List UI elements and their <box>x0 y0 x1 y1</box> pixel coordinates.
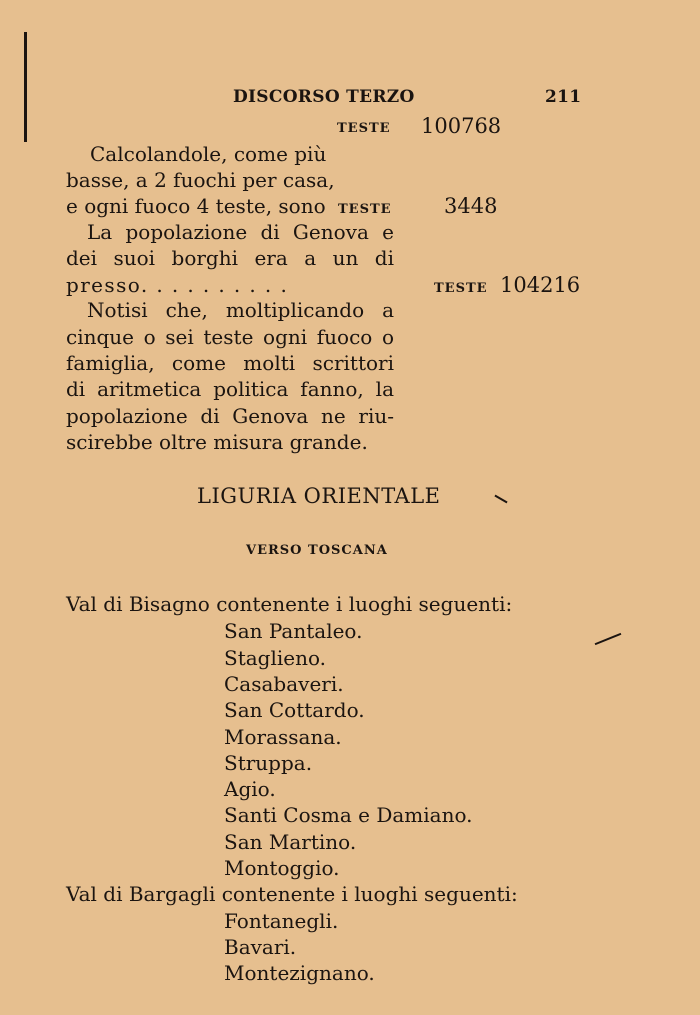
paragraph-1-line-1: Calcolandole, come più <box>90 142 327 166</box>
paragraph-2-line-2: dei suoi borghi era a un di <box>66 246 394 270</box>
paragraph-3-line-5: popolazione di Genova ne riu- <box>66 404 394 428</box>
paragraph-3-line-3: famiglia, come molti scrittori <box>66 351 394 375</box>
tally-value-2: 3448 <box>444 194 498 218</box>
page-number: 211 <box>545 87 582 107</box>
place-item: Bavari. <box>224 935 297 959</box>
margin-dash-mark <box>595 633 622 645</box>
place-item: Fontanegli. <box>224 909 339 933</box>
tally-value-3: 104216 <box>500 273 581 297</box>
place-item: Morassana. <box>224 725 342 749</box>
margin-pencil-stroke <box>24 32 27 142</box>
tally-value-1: 100768 <box>421 114 502 138</box>
paragraph-3-line-6: scirebbe oltre misura grande. <box>66 430 368 454</box>
paragraph-1-line-2: basse, a 2 fuochi per casa, <box>66 168 335 192</box>
place-item: San Martino. <box>224 830 357 854</box>
place-item: Montoggio. <box>224 856 340 880</box>
valley-heading-bisagno: Val di Bisagno contenente i luoghi seguenti: <box>66 592 513 616</box>
tally-label-2: TESTE <box>338 202 392 217</box>
place-item: Montezignano. <box>224 961 375 985</box>
place-item: Santi Cosma e Damiano. <box>224 803 473 827</box>
paragraph-3-line-1: Notisi che, moltiplicando a <box>87 298 394 322</box>
place-item: Agio. <box>224 777 276 801</box>
section-subtitle: VERSO TOSCANA <box>246 543 388 558</box>
paragraph-2-line-3: presso. . . . . . . . . . <box>66 273 289 297</box>
section-title: LIGURIA ORIENTALE <box>197 484 441 508</box>
paragraph-2-line-1: La popolazione di Genova e <box>87 220 394 244</box>
valley-heading-bargagli: Val di Bargagli contenente i luoghi seguenti: <box>66 882 518 906</box>
tally-label-3: TESTE <box>434 281 488 296</box>
place-item: Struppa. <box>224 751 313 775</box>
paragraph-1-line-3: e ogni fuoco 4 teste, sono <box>66 194 326 218</box>
place-item: San Cottardo. <box>224 698 365 722</box>
margin-tick-mark <box>494 495 507 504</box>
paragraph-3-line-2: cinque o sei teste ogni fuoco o <box>66 325 394 349</box>
running-title: DISCORSO TERZO <box>233 87 415 107</box>
place-item: Staglieno. <box>224 646 327 670</box>
place-item: San Pantaleo. <box>224 619 363 643</box>
paragraph-3-line-4: di aritmetica politica fanno, la <box>66 377 394 401</box>
place-item: Casabaveri. <box>224 672 344 696</box>
tally-label-1: TESTE <box>337 121 391 136</box>
